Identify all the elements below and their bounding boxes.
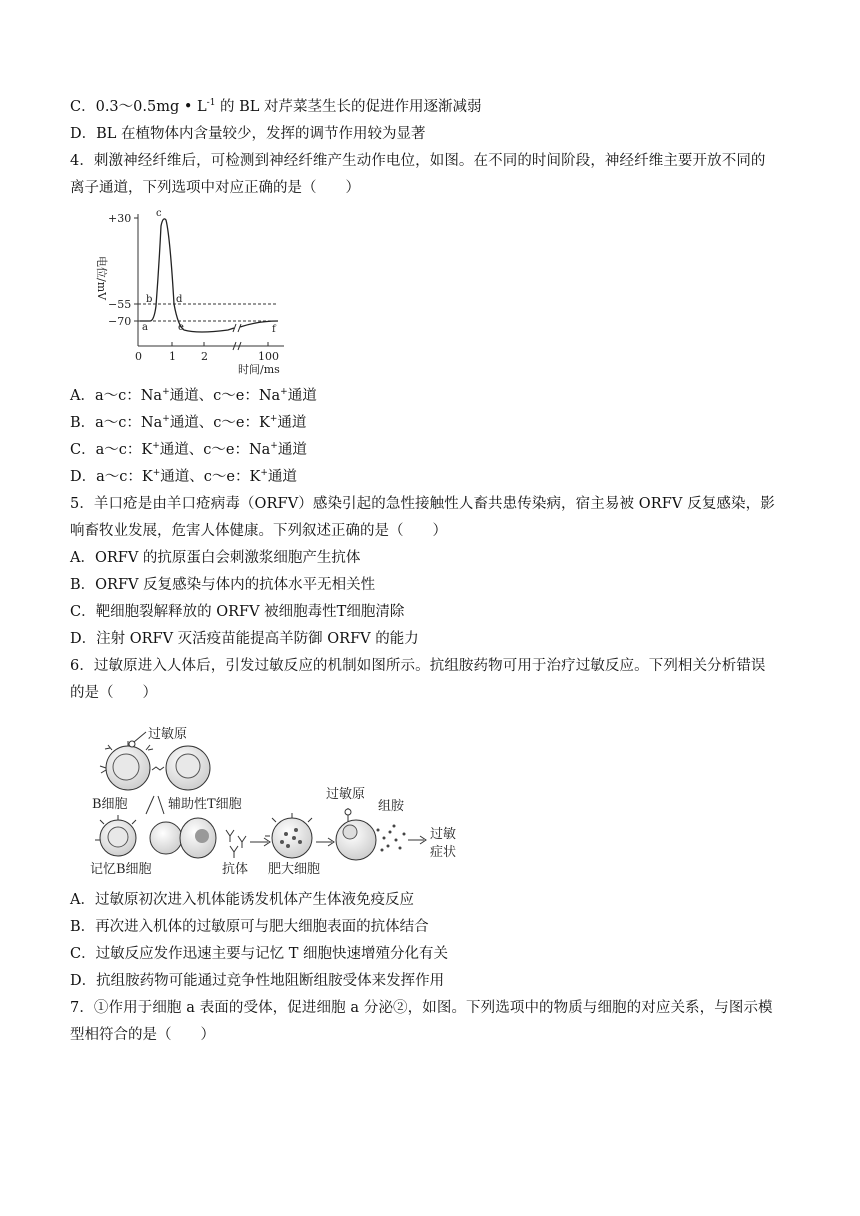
q4-option-b: B．a～c：Na+通道、c～e：K+通道 (70, 414, 307, 431)
q5-option-a: A．ORFV 的抗原蛋白会刺激浆细胞产生抗体 (70, 550, 361, 566)
label-b-cell: B细胞 (92, 797, 128, 812)
allergy-mechanism-diagram (88, 718, 478, 878)
label-mast-cell: 肥大细胞 (268, 862, 321, 877)
xtick-2: 2 (201, 350, 208, 363)
b-cell-icon (100, 741, 153, 790)
memory-b-cell-icon (95, 815, 136, 856)
q4-option-d: D．a～c：K+通道、c～e：K+通道 (70, 468, 297, 485)
label-allergen-2: 过敏原 (326, 787, 366, 802)
q6-option-d: D．抗组胺药物可能通过竞争性地阻断组胺受体来发挥作用 (70, 973, 445, 989)
q6-stem-line1: 6．过敏原进入人体后，引发过敏反应的机制如图所示。抗组胺药物可用于治疗过敏反应。下列相关分析错误 (70, 658, 766, 674)
point-e: e (178, 322, 184, 333)
q3-option-c: C．0.3～0.5mg • $L^{-1}$ 的 BL 对芹菜茎生长的促进作用逐渐减弱 (70, 98, 482, 115)
label-allergen: 过敏原 (148, 727, 188, 742)
q5-option-b: B．ORFV 反复感染与体内的抗体水平无相关性 (70, 577, 376, 593)
label-symptom-2: 症状 (430, 845, 457, 860)
label-histamine: 组胺 (378, 799, 405, 814)
label-helper-t: 辅助性T细胞 (168, 797, 242, 812)
point-f: f (272, 324, 276, 335)
xtick-1: 1 (169, 350, 176, 363)
q3-option-d: D．BL 在植物体内含量较少，发挥的调节作用较为显著 (70, 126, 426, 142)
q4-stem-line1: 4．刺激神经纤维后，可检测到神经纤维产生动作电位，如图。在不同的时间阶段，神经纤维主要开放不同的 (70, 153, 766, 169)
q4-option-c: C．a～c：K+通道、c～e：Na+通道 (70, 441, 307, 458)
allergen-icon (129, 741, 135, 747)
label-antibody: 抗体 (222, 862, 249, 877)
arrow-3 (408, 836, 426, 844)
degranulating-mast-cell-icon (336, 820, 406, 860)
q6-option-a: A．过敏原初次进入机体能诱发机体产生体液免疫反应 (70, 892, 414, 908)
allergen-pointer (134, 732, 146, 742)
x-axis-label: 时间/ms (238, 363, 280, 376)
q5-option-d: D．注射 ORFV 灭活疫苗能提高羊防御 ORFV 的能力 (70, 631, 419, 647)
mast-cell-icon (265, 813, 312, 858)
point-d: d (176, 294, 183, 305)
action-potential-chart (88, 206, 298, 376)
q7-stem-line2: 型相符合的是（ ） (70, 1027, 215, 1043)
label-symptom-1: 过敏 (430, 827, 457, 842)
plasma-cell-icon (150, 818, 216, 858)
helper-t-cell-icon (152, 746, 210, 790)
point-c: c (156, 208, 162, 219)
q7-stem-line1: 7．①作用于细胞 a 表面的受体，促进细胞 a 分泌②，如图。下列选项中的物质与细胞的对应关系，与图示模 (70, 1000, 773, 1016)
label-memory-b: 记忆B细胞 (90, 862, 152, 877)
q6-stem-line2: 的是（ ） (70, 685, 157, 701)
point-b: b (146, 294, 153, 305)
q6-option-b: B．再次进入机体的过敏原可与肥大细胞表面的抗体结合 (70, 919, 429, 935)
antibody-icon (226, 830, 246, 858)
point-a: a (142, 322, 148, 333)
q5-option-c: C．靶细胞裂解释放的 ORFV 被细胞毒性T细胞清除 (70, 604, 405, 620)
potential-curve (140, 219, 234, 332)
arrow-2 (316, 838, 334, 846)
xtick-100: 100 (258, 350, 279, 363)
ytick-minus70: −70 (108, 315, 132, 328)
ytick-plus30: +30 (108, 212, 132, 225)
branch-arrows (146, 796, 164, 814)
q4-option-a: A．a～c：Na+通道、c～e：Na+通道 (70, 387, 317, 404)
q5-stem-line2: 响畜牧业发展，危害人体健康。下列叙述正确的是（ ） (70, 523, 447, 539)
q4-stem-line2: 离子通道，下列选项中对应正确的是（ ） (70, 180, 360, 196)
ytick-minus55: −55 (108, 298, 132, 311)
q5-stem-line1: 5．羊口疮是由羊口疮病毒（ORFV）感染引起的急性接触性人畜共患传染病，宿主易被 ORFV 反复感染，影 (70, 496, 775, 512)
y-axis-label: 电位/mV (95, 256, 108, 301)
xtick-0: 0 (135, 350, 142, 363)
q6-option-c: C．过敏反应发作迅速主要与记忆 T 细胞快速增殖分化有关 (70, 946, 448, 962)
